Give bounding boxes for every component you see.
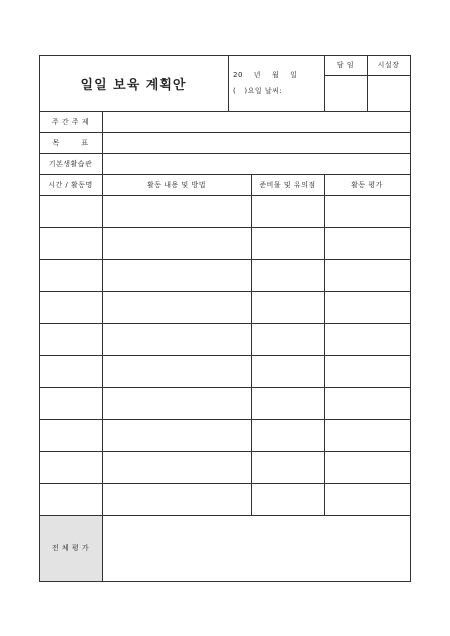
- table-rule: [39, 259, 411, 260]
- page-title: 일일 보육 계획안: [80, 77, 187, 93]
- table-rule: [39, 483, 411, 484]
- weekly-theme-label: 주 간 주 제: [51, 117, 90, 126]
- table-cell-materials-notes[interactable]: [251, 387, 324, 419]
- table-rule: [39, 387, 411, 388]
- overall-evaluation-field[interactable]: [102, 515, 410, 581]
- table-rule: [410, 55, 411, 582]
- table-cell-time-activity[interactable]: [39, 387, 102, 419]
- table-rule: [324, 75, 411, 76]
- table-cell-materials-notes[interactable]: [251, 195, 324, 227]
- table-cell-evaluation[interactable]: [324, 451, 410, 483]
- table-cell-time-activity[interactable]: [39, 419, 102, 451]
- table-rule: [39, 355, 411, 356]
- overall-evaluation-label: 전 체 평 가: [39, 515, 102, 581]
- table-rule: [39, 153, 411, 154]
- basic-habit-field[interactable]: [102, 153, 410, 174]
- table-rule: [39, 111, 411, 112]
- table-cell-materials-notes[interactable]: [251, 483, 324, 515]
- table-cell-content-method[interactable]: [102, 259, 251, 291]
- weekday-weather-line: ( )요일 날씨:: [233, 87, 283, 95]
- approval-director-label: 시설장: [377, 61, 400, 69]
- col-header-evaluation: 활동 평가: [351, 180, 383, 189]
- table-cell-materials-notes[interactable]: [251, 323, 324, 355]
- table-rule: [102, 111, 103, 582]
- table-rule: [324, 174, 325, 516]
- table-rule: [367, 55, 368, 112]
- table-cell-materials-notes[interactable]: [251, 227, 324, 259]
- table-cell-evaluation[interactable]: [324, 483, 410, 515]
- table-rule: [39, 291, 411, 292]
- date-line: 20 년 월 일: [233, 71, 298, 79]
- table-rule: [39, 132, 411, 133]
- table-rule: [39, 174, 411, 175]
- table-rule: [39, 195, 411, 196]
- table-cell-evaluation[interactable]: [324, 323, 410, 355]
- table-cell-content-method[interactable]: [102, 451, 251, 483]
- table-cell-content-method[interactable]: [102, 291, 251, 323]
- table-rule: [39, 55, 40, 582]
- table-cell-evaluation[interactable]: [324, 195, 410, 227]
- table-cell-time-activity[interactable]: [39, 323, 102, 355]
- table-cell-evaluation[interactable]: [324, 227, 410, 259]
- table-cell-content-method[interactable]: [102, 355, 251, 387]
- table-rule: [39, 227, 411, 228]
- col-header-content-method: 활동 내용 및 방법: [146, 180, 206, 189]
- table-cell-evaluation[interactable]: [324, 291, 410, 323]
- table-cell-time-activity[interactable]: [39, 227, 102, 259]
- table-cell-time-activity[interactable]: [39, 451, 102, 483]
- table-cell-materials-notes[interactable]: [251, 355, 324, 387]
- col-header-time-activity: 시간 / 활동명: [48, 180, 93, 189]
- table-rule: [324, 55, 325, 112]
- table-cell-time-activity[interactable]: [39, 195, 102, 227]
- table-cell-content-method[interactable]: [102, 387, 251, 419]
- table-cell-content-method[interactable]: [102, 419, 251, 451]
- basic-habit-label: 기본생활습관: [48, 159, 93, 168]
- table-rule: [39, 581, 411, 582]
- table-cell-evaluation[interactable]: [324, 355, 410, 387]
- goal-field[interactable]: [102, 132, 410, 153]
- date-weather-box: [228, 55, 324, 111]
- approval-teacher-label: 담 임: [336, 61, 355, 69]
- table-cell-materials-notes[interactable]: [251, 259, 324, 291]
- table-rule: [39, 451, 411, 452]
- table-cell-materials-notes[interactable]: [251, 291, 324, 323]
- table-cell-materials-notes[interactable]: [251, 419, 324, 451]
- table-cell-materials-notes[interactable]: [251, 451, 324, 483]
- table-rule: [39, 419, 411, 420]
- goal-label: 목 표: [52, 138, 89, 147]
- col-header-materials-notes: 준비물 및 유의점: [259, 180, 316, 189]
- approval-director-sign[interactable]: [367, 75, 410, 111]
- table-rule: [39, 515, 411, 516]
- table-cell-evaluation[interactable]: [324, 259, 410, 291]
- table-cell-time-activity[interactable]: [39, 291, 102, 323]
- table-rule: [39, 323, 411, 324]
- approval-teacher-sign[interactable]: [324, 75, 367, 111]
- table-rule: [39, 55, 411, 56]
- table-cell-time-activity[interactable]: [39, 355, 102, 387]
- table-cell-content-method[interactable]: [102, 195, 251, 227]
- table-cell-evaluation[interactable]: [324, 387, 410, 419]
- table-cell-evaluation[interactable]: [324, 419, 410, 451]
- table-rule: [228, 55, 229, 112]
- table-cell-time-activity[interactable]: [39, 259, 102, 291]
- table-rule: [251, 174, 252, 516]
- table-cell-time-activity[interactable]: [39, 483, 102, 515]
- table-cell-content-method[interactable]: [102, 323, 251, 355]
- table-cell-content-method[interactable]: [102, 483, 251, 515]
- weekly-theme-field[interactable]: [102, 111, 410, 132]
- table-cell-content-method[interactable]: [102, 227, 251, 259]
